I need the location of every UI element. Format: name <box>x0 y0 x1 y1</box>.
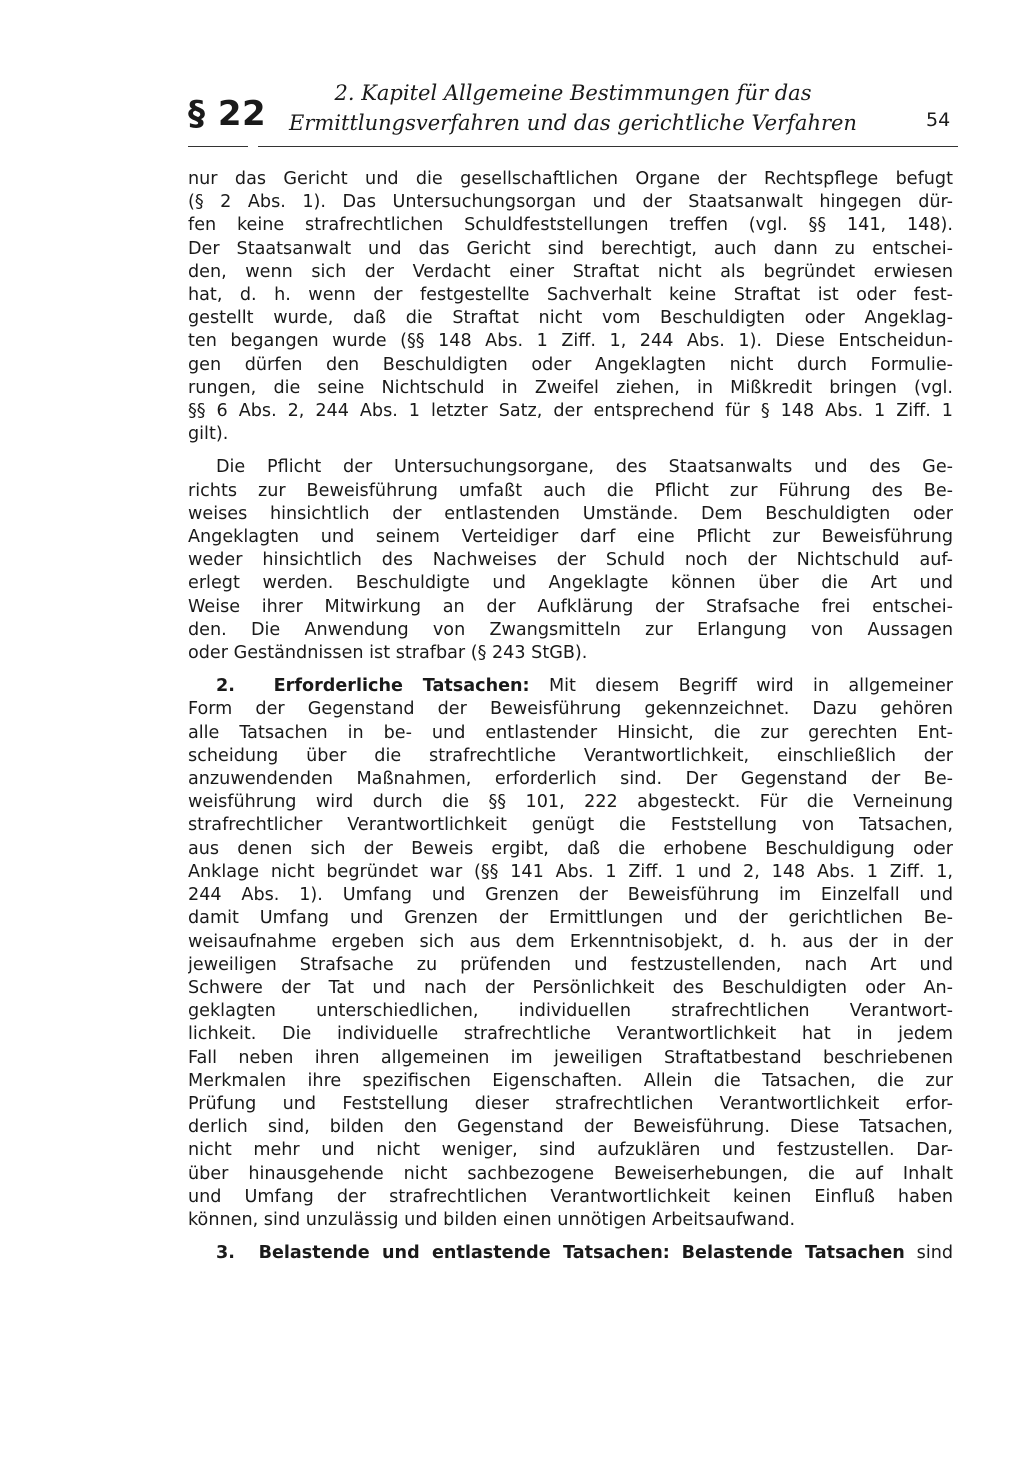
header-rule-long <box>258 146 958 147</box>
running-title-line-2: Ermittlungsverfahren und das gerichtliche Verfahren <box>289 111 857 135</box>
text-line: nur das Gericht und die gesellschaftlichen Organe der Rechtspflege befugt <box>188 169 953 189</box>
text-line: damit Umfang und Grenzen der Ermittlungen und der gerichtlichen Be- <box>188 908 953 929</box>
item-number: 3. <box>216 1243 235 1264</box>
text-line: und Umfang der strafrechtlichen Verantwortlichkeit keinen Einfluß haben <box>188 1186 953 1207</box>
item-number: 2. <box>216 676 235 697</box>
text-line: fen keine strafrechtlichen Schuldfeststellungen treffen (vgl. §§ 141, 148). <box>188 215 953 236</box>
text-line: jeweiligen Strafsache zu prüfenden und festzustellenden, nach Art und <box>188 954 953 975</box>
text-line: aus denen sich der Beweis ergibt, daß die erhobene Beschuldigung oder <box>188 838 953 859</box>
item-term: Belastende und entlastende Tatsachen: <box>258 1243 670 1264</box>
text-line: gestellt wurde, daß die Straftat nicht vom Beschuldigten oder Angeklag- <box>188 308 953 329</box>
text-line: Merkmalen ihre spezifischen Eigenschaften. Allein die Tatsachen, die zur <box>188 1070 953 1091</box>
paragraph <box>188 168 953 446</box>
text-line: ten begangen wurde (§§ 148 Abs. 1 Ziff. 1, 244 Abs. 1). Diese Entscheidun- <box>188 331 953 352</box>
text-line: Anklage nicht begründet war (§§ 141 Abs. 1 Ziff. 1 und 2, 148 Abs. 1 Ziff. 1, <box>188 861 953 882</box>
paragraph-item-2 <box>188 675 953 1232</box>
item-term: Erforderliche Tatsachen: <box>273 676 530 697</box>
text-line: Die Pflicht der Untersuchungsorgane, des Staatsanwalts und des Ge- <box>216 457 953 478</box>
text-line: geklagten unterschiedlichen, individuellen strafrechtlichen Verantwort- <box>188 1001 953 1022</box>
text-line: 244 Abs. 1). Umfang und Grenzen der Beweisführung im Einzelfall und <box>188 885 953 906</box>
text-line: Form der Gegenstand der Beweisführung gekennzeichnet. Dazu gehören <box>188 699 953 720</box>
text-line: weisführung wird durch die §§ 101, 222 abgesteckt. Für die Verneinung <box>188 792 953 813</box>
text-line: hat, d. h. wenn der festgestellte Sachverhalt keine Straftat ist oder fest- <box>188 285 953 306</box>
text-line: weises hinsichtlich der entlastenden Umstände. Dem Beschuldigten oder <box>188 503 953 524</box>
text-line: §§ 6 Abs. 2, 244 Abs. 1 letzter Satz, der entsprechend für § 148 Abs. 1 Ziff. 1 <box>188 401 953 422</box>
text-line: Weise ihrer Mitwirkung an der Aufklärung der Strafsache frei entschei- <box>188 596 953 617</box>
text-line: strafrechtlicher Verantwortlichkeit genügt die Feststellung von Tatsachen, <box>188 815 953 836</box>
text-line: über hinausgehende nicht sachbezogene Beweiserhebungen, die auf Inhalt <box>188 1163 953 1184</box>
text-line: den. Die Anwendung von Zwangsmitteln zur Erlangung von Aussagen <box>188 619 953 640</box>
text-line: oder Geständnissen ist strafbar (§ 243 StGB). <box>188 643 588 664</box>
text-line: den, wenn sich der Verdacht einer Straftat nicht als begründet erwiesen <box>188 261 953 282</box>
text-line: rungen, die seine Nichtschuld in Zweifel ziehen, in Mißkredit bringen (vgl. <box>188 377 953 398</box>
text-line: lichkeit. Die individuelle strafrechtliche Verantwortlichkeit hat in jedem <box>188 1024 953 1045</box>
text-line: (§ 2 Abs. 1). Das Untersuchungsorgan und der Staatsanwalt hingegen dür- <box>188 192 953 213</box>
header-rule-short <box>188 146 248 147</box>
page-header <box>0 0 1024 160</box>
text-line: gilt). <box>188 424 229 445</box>
page-number: 54 <box>926 109 951 131</box>
text-line <box>188 675 953 698</box>
text-line: weisaufnahme ergeben sich aus dem Erkenntnisobjekt, d. h. aus der in der <box>188 931 953 952</box>
text-line: richts zur Beweisführung umfaßt auch die Pflicht zur Führung des Be- <box>188 480 953 501</box>
text-line: Fall neben ihren allgemeinen im jeweiligen Straftatbestand beschriebenen <box>188 1047 953 1068</box>
text-line: derlich sind, bilden den Gegenstand der Beweisführung. Diese Tatsachen, <box>188 1117 953 1138</box>
item-text: sind <box>916 1243 953 1264</box>
paragraph <box>188 456 953 665</box>
section-mark: § 22 <box>188 94 267 134</box>
text-line: Prüfung und Feststellung dieser strafrechtlichen Verantwortlichkeit erfor- <box>188 1093 953 1114</box>
text-line: gen dürfen den Beschuldigten oder Angeklagten nicht durch Formulie- <box>188 354 953 375</box>
text-line: anzuwendenden Maßnahmen, erforderlich sind. Der Gegenstand der Be- <box>188 769 953 790</box>
item-text: Mit diesem Begriff wird in allgemeiner <box>548 676 953 697</box>
text-line: scheidung über die strafrechtliche Verantwortlichkeit, einschließlich der <box>188 745 953 766</box>
text-line: weder hinsichtlich des Nachweises der Schuld noch der Nichtschuld auf- <box>188 550 953 571</box>
text-line: Der Staatsanwalt und das Gericht sind berechtigt, auch dann zu entschei- <box>188 238 953 259</box>
text-line: Schwere der Tat und nach der Persönlichkeit des Beschuldigten oder An- <box>188 977 953 998</box>
text-line: nicht mehr und nicht weniger, sind aufzuklären und festzustellen. Dar- <box>188 1140 953 1161</box>
body-text <box>188 168 953 1275</box>
text-line: erlegt werden. Beschuldigte und Angeklagte können über die Art und <box>188 573 953 594</box>
text-line: können, sind unzulässig und bilden einen unnötigen Arbeitsaufwand. <box>188 1209 796 1230</box>
running-title <box>250 78 896 138</box>
paragraph-item-3 <box>188 1242 953 1265</box>
item-term-2: Belastende Tatsachen <box>681 1243 905 1264</box>
text-line: Angeklagten und seinem Verteidiger darf eine Pflicht zur Beweisführung <box>188 527 953 548</box>
running-title-line-1: 2. Kapitel Allgemeine Bestimmungen für das <box>334 81 812 105</box>
text-line: alle Tatsachen in be- und entlastender Hinsicht, die zur gerechten Ent- <box>188 722 953 743</box>
text-line <box>188 1242 953 1265</box>
